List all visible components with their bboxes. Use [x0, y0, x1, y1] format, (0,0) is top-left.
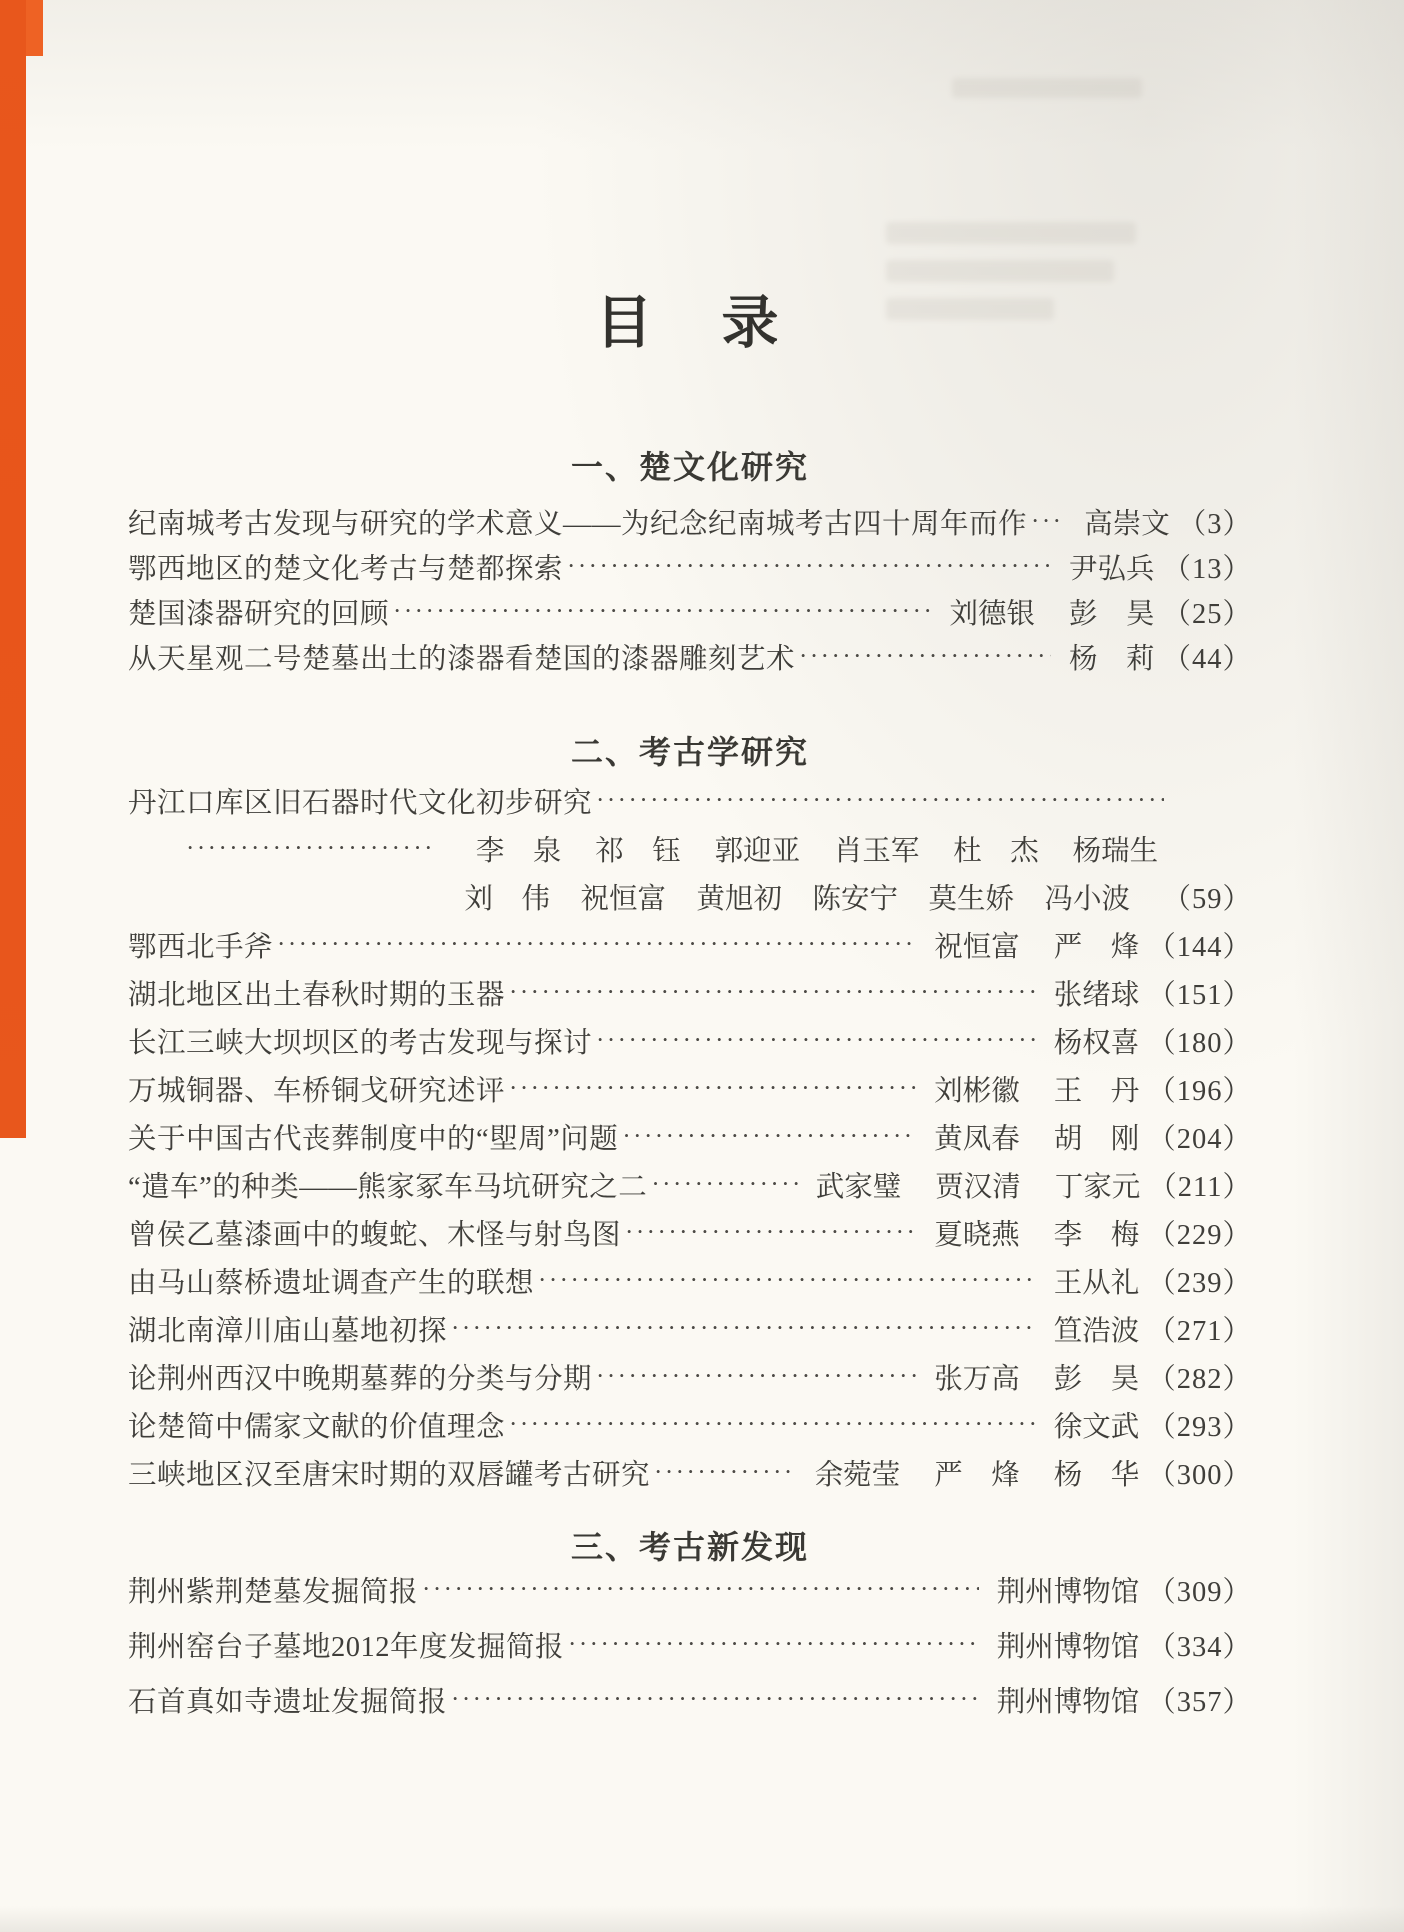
dot-leader — [186, 830, 434, 868]
author-name: 肖玉军 — [833, 836, 920, 867]
dot-leader — [451, 1310, 1036, 1348]
page-number: （309） — [1147, 1577, 1252, 1608]
entry-title: 论楚简中儒家文献的价值理念 — [128, 1412, 506, 1443]
page-number: （196） — [1147, 1076, 1252, 1107]
author-name: 张绪球 — [1053, 980, 1140, 1011]
author-name: 黄凤春 — [934, 1124, 1020, 1155]
page-number: （25） — [1162, 599, 1252, 630]
author-list — [934, 1217, 1139, 1255]
toc-content — [128, 0, 1252, 1722]
dot-leader — [538, 1262, 1036, 1300]
dot-leader — [509, 1070, 916, 1108]
toc-entry-row — [128, 1684, 1252, 1722]
toc-entry-row — [128, 1361, 1252, 1399]
page-title: 目 录 — [595, 292, 785, 355]
toc-entry-row — [128, 1217, 1252, 1255]
author-name: 祁 钰 — [595, 836, 681, 867]
toc-entry-row — [128, 1169, 1252, 1207]
author-name: 杜 杰 — [953, 836, 1039, 867]
author-name: 冯小波 — [1044, 884, 1130, 915]
author-list — [934, 1073, 1139, 1111]
page-number: （282） — [1147, 1364, 1252, 1395]
entry-title: 由马山蔡桥遗址调查产生的联想 — [128, 1268, 535, 1299]
page-number: （229） — [1147, 1220, 1252, 1251]
entry-title: 湖北南漳川庙山墓地初探 — [128, 1316, 448, 1347]
entry-title: 湖北地区出土春秋时期的玉器 — [128, 980, 506, 1011]
author-name: 杨 华 — [1053, 1460, 1140, 1491]
dot-leader — [625, 1214, 916, 1252]
entry-title: 论荆州西汉中晚期墓葬的分类与分期 — [128, 1364, 593, 1395]
entry-title: 鄂西北手斧 — [128, 932, 274, 963]
toc-entry-row — [128, 929, 1252, 967]
author-name: 严 烽 — [934, 1460, 1020, 1491]
toc-sections — [128, 448, 1252, 1722]
book-spine-edge — [0, 0, 26, 1138]
page-number: （13） — [1162, 554, 1252, 585]
page-number: （180） — [1147, 1028, 1252, 1059]
author-name: 王从礼 — [1053, 1268, 1140, 1299]
toc-entry-row — [128, 881, 1252, 919]
author-name: 郭迎亚 — [714, 836, 801, 867]
dot-leader — [422, 1571, 979, 1609]
author-name: 李 泉 — [475, 836, 562, 867]
toc-entry-row — [128, 977, 1252, 1015]
entry-title: 纪南城考古发现与研究的学术意义——为纪念纪南城考古四十周年而作 — [128, 509, 1028, 540]
author-name: 杨权喜 — [1053, 1028, 1140, 1059]
author-list — [1054, 1313, 1140, 1351]
dot-leader — [568, 1626, 979, 1664]
author-list — [1084, 506, 1170, 544]
author-name: 张万高 — [934, 1364, 1020, 1395]
author-name: 黄旭初 — [696, 884, 782, 915]
page-number: （239） — [1147, 1268, 1252, 1299]
author-name: 杨瑞生 — [1072, 836, 1159, 867]
entry-title: 石首真如寺遗址发掘简报 — [128, 1687, 448, 1718]
toc-entry-row — [128, 1574, 1252, 1612]
toc-entry-row — [128, 1073, 1252, 1111]
page-number: （59） — [1162, 884, 1252, 915]
entry-title: “遣车”的种类——熊家冢车马坑研究之二 — [128, 1172, 648, 1203]
dot-leader — [651, 1166, 797, 1204]
author-name: 莫生娇 — [928, 884, 1014, 915]
page-number: （144） — [1147, 932, 1252, 963]
author-name: 夏晓燕 — [934, 1220, 1020, 1251]
entry-title: 荆州紫荆楚墓发掘简报 — [128, 1577, 419, 1608]
author-name: 尹弘兵 — [1068, 554, 1155, 585]
author-name: 武家璧 — [815, 1172, 902, 1203]
author-list — [815, 1457, 1140, 1495]
author-list — [934, 929, 1139, 967]
author-name: 刘德银 — [949, 599, 1035, 630]
dot-leader — [509, 1406, 1036, 1444]
page-number: （44） — [1162, 644, 1252, 675]
author-list — [1069, 551, 1155, 589]
section-heading: 二、考古学研究 — [570, 734, 809, 770]
author-name: 余菀莹 — [814, 1460, 901, 1491]
author-list — [1054, 977, 1140, 1015]
entry-title: 三峡地区汉至唐宋时期的双唇罐考古研究 — [128, 1460, 651, 1491]
dot-leader — [596, 782, 1164, 820]
author-name: 彭 昊 — [1053, 1364, 1140, 1395]
author-name: 荆州博物馆 — [996, 1687, 1140, 1718]
author-list — [997, 1684, 1140, 1722]
author-name: 刘 伟 — [464, 884, 550, 915]
book-spine-edge-tab — [26, 0, 43, 56]
toc-entry-row — [128, 1409, 1252, 1447]
toc-entry-row — [128, 1121, 1252, 1159]
toc-entry-row — [128, 506, 1252, 544]
entry-title: 荆州窑台子墓地2012年度发掘简报 — [128, 1632, 565, 1663]
author-name: 严 烽 — [1053, 932, 1140, 963]
toc-entry-row — [128, 641, 1252, 679]
toc-entry-row — [128, 785, 1252, 823]
page-number: （271） — [1147, 1316, 1252, 1347]
author-name: 刘彬徽 — [934, 1076, 1020, 1107]
page-number: （3） — [1177, 509, 1252, 540]
author-list — [1054, 1265, 1140, 1303]
author-name: 祝恒富 — [934, 932, 1020, 963]
entry-title: 鄂西地区的楚文化考古与楚都探索 — [128, 554, 564, 585]
entry-title: 万城铜器、车桥铜戈研究述评 — [128, 1076, 506, 1107]
toc-entry-row — [128, 551, 1252, 589]
dot-leader — [596, 1358, 916, 1396]
dot-leader — [567, 548, 1051, 586]
toc-entry-row — [128, 1025, 1252, 1063]
author-list — [434, 881, 1160, 919]
toc-entry-row — [128, 833, 1252, 871]
section-heading: 一、楚文化研究 — [570, 449, 809, 485]
entry-title: 关于中国古代丧葬制度中的“堲周”问题 — [128, 1124, 619, 1155]
toc-entry-row — [128, 1629, 1252, 1667]
author-name: 彭 昊 — [1068, 599, 1155, 630]
entry-title: 长江三峡大坝坝区的考古发现与探讨 — [128, 1028, 593, 1059]
toc-section — [128, 1528, 1252, 1722]
author-list — [1054, 1409, 1140, 1447]
dot-leader — [451, 1681, 979, 1719]
author-name: 杨 莉 — [1068, 644, 1155, 675]
dot-leader — [1031, 503, 1066, 541]
author-list — [1069, 641, 1155, 679]
page-number: （151） — [1147, 980, 1252, 1011]
toc-entry-row — [128, 1457, 1252, 1495]
author-name: 贾汉清 — [935, 1172, 1021, 1203]
author-list — [934, 1361, 1139, 1399]
dot-leader — [622, 1118, 916, 1156]
page-number: （334） — [1147, 1632, 1252, 1663]
toc-entry-row — [128, 1265, 1252, 1303]
dot-leader — [277, 926, 916, 964]
author-name: 丁家元 — [1054, 1172, 1141, 1203]
author-name: 荆州博物馆 — [996, 1577, 1140, 1608]
page-number: （211） — [1148, 1172, 1252, 1203]
author-name: 陈安宁 — [812, 884, 898, 915]
author-name: 祝恒富 — [580, 884, 666, 915]
entry-title: 曾侯乙墓漆画中的蝮蛇、木怪与射鸟图 — [128, 1220, 622, 1251]
toc-section — [128, 733, 1252, 1495]
author-name: 王 丹 — [1053, 1076, 1140, 1107]
entry-title: 从天星观二号楚墓出土的漆器看楚国的漆器雕刻艺术 — [128, 644, 796, 675]
dot-leader — [596, 1022, 1036, 1060]
toc-entry-row — [128, 1313, 1252, 1351]
author-list — [997, 1574, 1140, 1612]
author-name: 李 梅 — [1053, 1220, 1140, 1251]
author-list — [949, 596, 1154, 634]
author-name: 荆州博物馆 — [996, 1632, 1140, 1663]
dot-leader — [799, 638, 1051, 676]
page-number: （357） — [1147, 1687, 1252, 1718]
author-list — [934, 1121, 1139, 1159]
dot-leader — [654, 1454, 797, 1492]
author-name: 徐文武 — [1053, 1412, 1140, 1443]
author-list — [816, 1169, 1141, 1207]
dot-leader — [393, 593, 931, 631]
author-list — [442, 833, 1192, 871]
entry-title: 楚国漆器研究的回顾 — [128, 599, 390, 630]
page-number: （204） — [1147, 1124, 1252, 1155]
toc-section — [128, 448, 1252, 679]
author-name: 高崇文 — [1084, 509, 1170, 540]
page-number: （300） — [1147, 1460, 1252, 1491]
toc-entry-row — [128, 596, 1252, 634]
author-name: 胡 刚 — [1053, 1124, 1140, 1155]
author-list — [1054, 1025, 1140, 1063]
author-list — [997, 1629, 1140, 1667]
dot-leader — [509, 974, 1036, 1012]
entry-title: 丹江口库区旧石器时代文化初步研究 — [128, 788, 593, 819]
author-name: 笪浩波 — [1053, 1316, 1140, 1347]
section-heading: 三、考古新发现 — [570, 1529, 809, 1565]
page-number: （293） — [1147, 1412, 1252, 1443]
